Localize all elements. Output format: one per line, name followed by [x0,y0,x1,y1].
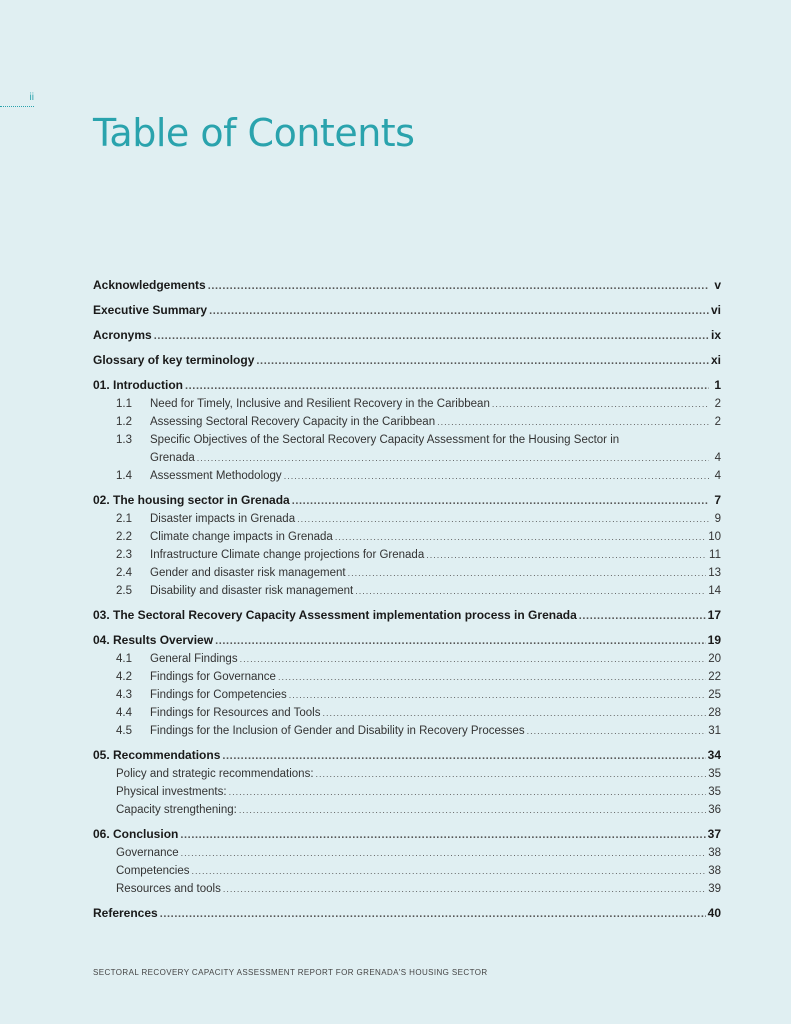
toc-subentry-2-5[interactable] [93,582,721,600]
toc-page: 2 [714,416,721,428]
toc-label: Assessing Sectoral Recovery Capacity in the Caribbean [150,416,436,428]
toc-entry-housing-sector[interactable] [93,491,721,510]
toc-page: v [714,278,721,292]
dot-leader [492,395,709,413]
toc-page: 40 [707,906,721,920]
toc-label: 06. Conclusion [93,827,179,841]
toc-label: Competencies [116,865,190,877]
toc-page: vi [710,303,721,317]
toc-subentry-1-2[interactable] [93,413,721,431]
toc-page: 34 [707,748,721,762]
toc-page: xi [710,353,721,367]
toc-number: 1.4 [116,470,132,482]
page-title: Table of Contents [93,111,415,156]
toc-page: 10 [708,531,721,543]
toc-subentry-2-2[interactable] [93,528,721,546]
toc-page: 28 [708,707,721,719]
toc-page: 35 [708,786,721,798]
toc-number: 2.3 [116,549,132,561]
toc-label: Findings for the Inclusion of Gender and Disability in Recovery Processes [150,725,525,737]
toc-page: 14 [708,585,721,597]
dot-leader [229,783,707,801]
dot-leader [185,376,709,395]
toc-entry-implementation-process[interactable] [93,606,721,625]
toc-page: 37 [707,827,721,841]
dot-leader [289,686,706,704]
dot-leader [215,631,706,650]
toc-label: Physical investments: [116,786,227,798]
toc-label: Findings for Governance [150,671,276,683]
toc-subentry-1-4[interactable] [93,467,721,485]
dot-leader [316,765,707,783]
toc-subentry-resources[interactable] [93,880,721,898]
toc-number: 1.1 [116,398,132,410]
toc-page: 11 [709,549,721,561]
toc-label: Policy and strategic recommendations: [116,768,314,780]
toc-subentry-policy[interactable] [93,765,721,783]
toc-page: 19 [707,633,721,647]
toc-label: Acknowledgements [93,278,206,292]
dot-leader [426,546,707,564]
table-of-contents [93,270,721,923]
toc-page: 31 [708,725,721,737]
toc-label: Grenada [150,452,195,464]
toc-number: 2.2 [116,531,132,543]
toc-subentry-competencies[interactable] [93,862,721,880]
dot-leader [335,528,706,546]
dot-leader [239,801,706,819]
toc-entry-recommendations[interactable] [93,746,721,765]
toc-entry-acronyms[interactable] [93,326,721,345]
toc-number: 4.5 [116,725,132,737]
dot-leader [180,825,705,844]
toc-label: 02. The housing sector in Grenada [93,493,290,507]
toc-entry-executive-summary[interactable] [93,301,721,320]
toc-subentry-1-1[interactable] [93,395,721,413]
toc-page: 1 [714,378,721,392]
toc-number: 4.3 [116,689,132,701]
toc-label: Resources and tools [116,883,221,895]
dot-leader [437,413,709,431]
toc-subentry-governance[interactable] [93,844,721,862]
dot-leader [355,582,706,600]
toc-number: 1.3 [116,434,132,446]
toc-label: Executive Summary [93,303,208,317]
dot-leader [209,301,709,320]
toc-page: 20 [708,653,721,665]
toc-page: 38 [708,865,721,877]
toc-page: 39 [708,883,721,895]
toc-entry-glossary[interactable] [93,351,721,370]
toc-number: 4.2 [116,671,132,683]
toc-entry-results-overview[interactable] [93,631,721,650]
toc-number: 4.4 [116,707,132,719]
toc-label: Infrastructure Climate change projections for Grenada [150,549,425,561]
toc-subentry-capacity[interactable] [93,801,721,819]
dot-leader [240,650,707,668]
toc-page: 38 [708,847,721,859]
dot-leader [197,449,709,467]
dot-leader [284,467,709,485]
toc-label: Findings for Resources and Tools [150,707,321,719]
page-number: ii [0,92,34,107]
toc-page: 2 [714,398,721,410]
toc-label: Need for Timely, Inclusive and Resilient Recovery in the Caribbean [150,398,490,410]
dot-leader [160,904,706,923]
toc-page: ix [710,328,721,342]
dot-leader [527,722,707,740]
toc-subentry-2-3[interactable] [93,546,721,564]
dot-leader [322,704,706,722]
toc-page: 9 [714,513,721,525]
toc-subentry-4-1[interactable] [93,650,721,668]
toc-subentry-4-2[interactable] [93,668,721,686]
toc-page: 7 [714,493,721,507]
dot-leader [297,510,709,528]
toc-label: Gender and disaster risk management [150,567,346,579]
toc-label: 04. Results Overview [93,633,214,647]
toc-page: 22 [708,671,721,683]
running-footer: SECTORAL RECOVERY CAPACITY ASSESSMENT REPORT FOR GRENADA'S HOUSING SECTOR [93,968,488,977]
toc-label: Glossary of key terminology [93,353,255,367]
toc-subentry-2-1[interactable] [93,510,721,528]
toc-label: 05. Recommendations [93,748,221,762]
toc-label: Findings for Competencies [150,689,287,701]
toc-number: 4.1 [116,653,132,665]
toc-page: 35 [708,768,721,780]
toc-subentry-4-4[interactable] [93,704,721,722]
toc-label: Disaster impacts in Grenada [150,513,296,525]
toc-entry-references[interactable] [93,904,721,923]
toc-label: Acronyms [93,328,152,342]
toc-label: Specific Objectives of the Sectoral Recovery Capacity Assessment for the Housing Sector in [150,434,620,446]
toc-label: Assessment Methodology [150,470,282,482]
toc-page: 13 [708,567,721,579]
dot-leader [348,564,707,582]
toc-label: General Findings [150,653,238,665]
dot-leader [154,326,709,345]
toc-label: 01. Introduction [93,378,183,392]
toc-label: 03. The Sectoral Recovery Capacity Assessment implementation process in Grenada [93,608,577,622]
toc-number: 1.2 [116,416,132,428]
toc-subentry-1-3[interactable] [93,431,721,449]
toc-entry-introduction[interactable] [93,376,721,395]
toc-subentry-4-5[interactable] [93,722,721,740]
dot-leader [223,880,706,898]
toc-entry-conclusion[interactable] [93,825,721,844]
toc-page: 17 [707,608,721,622]
toc-number: 2.1 [116,513,132,525]
dot-leader [256,351,709,370]
toc-label: Disability and disaster risk management [150,585,354,597]
toc-page: 4 [714,470,721,482]
dot-leader [278,668,706,686]
toc-entry-acknowledgements[interactable] [93,276,721,295]
toc-subentry-4-3[interactable] [93,686,721,704]
toc-number: 2.5 [116,585,132,597]
toc-label: Climate change impacts in Grenada [150,531,333,543]
toc-subentry-2-4[interactable] [93,564,721,582]
toc-page: 4 [714,452,721,464]
dot-leader [181,844,707,862]
toc-subentry-physical-investments[interactable] [93,783,721,801]
toc-subentry-1-3-continued[interactable] [93,449,721,467]
dot-leader [579,606,706,625]
toc-number: 2.4 [116,567,132,579]
dot-leader [222,746,705,765]
toc-label: References [93,906,158,920]
toc-page: 36 [708,804,721,816]
toc-label: Governance [116,847,179,859]
dot-leader [192,862,707,880]
toc-label: Capacity strengthening: [116,804,237,816]
dot-leader [208,276,709,295]
dot-leader [292,491,709,510]
toc-page: 25 [708,689,721,701]
